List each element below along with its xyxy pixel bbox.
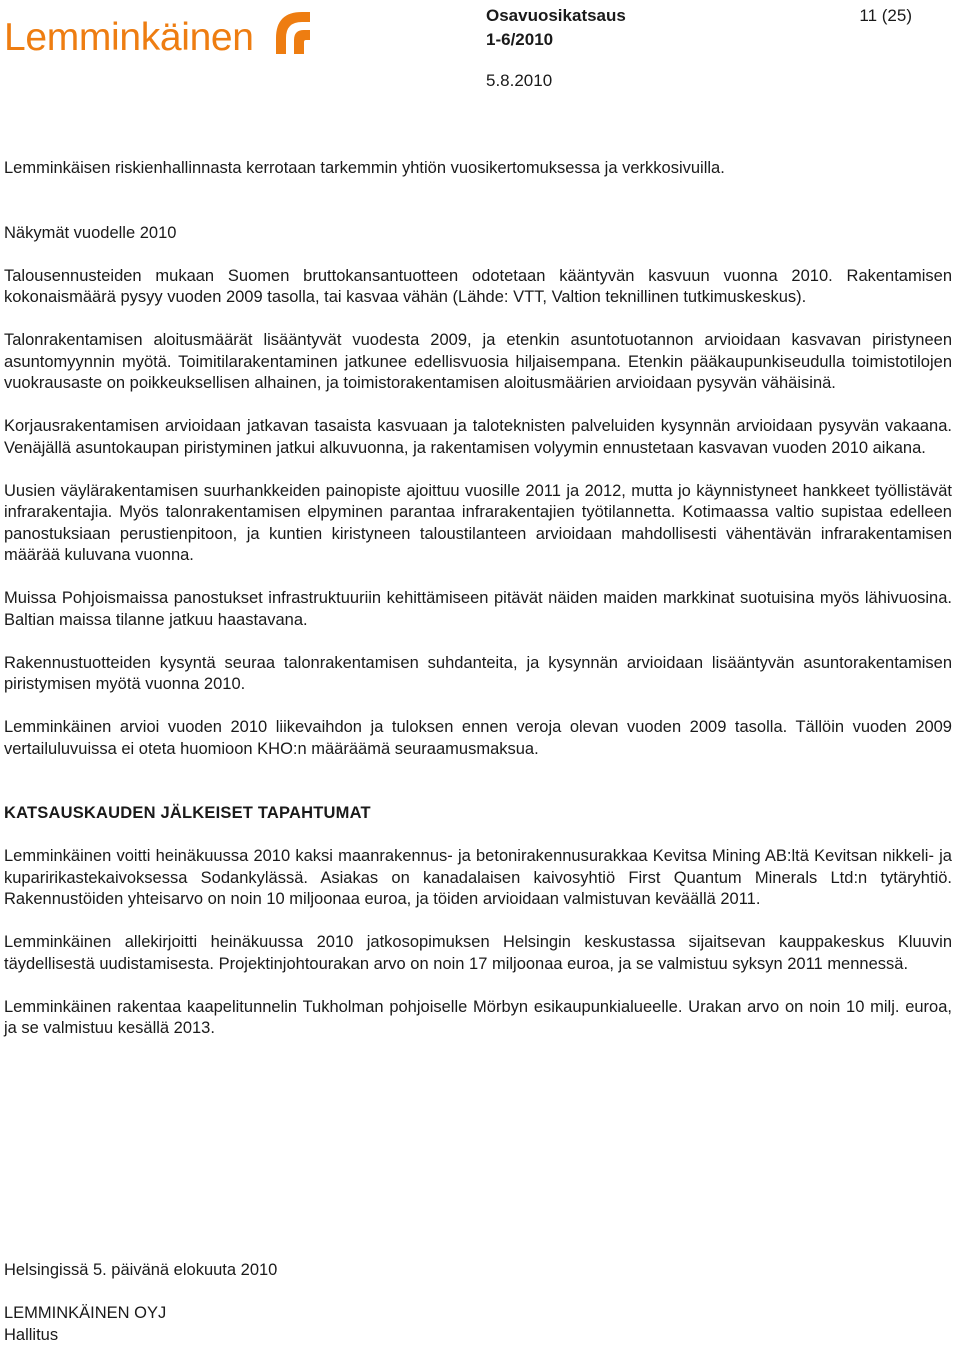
events-paragraph-3: Lemminkäinen rakentaa kaapelitunnelin Tukholman pohjoiselle Mörbyn esikaupunkialueelle. Urakan arvo on noin 10 milj. euroa, ja se valmistuu kesällä 2013.: [4, 997, 952, 1040]
lemminkainen-logo: [4, 6, 316, 58]
logo-mark: [276, 12, 310, 54]
events-paragraph-2: Lemminkäinen allekirjoitti heinäkuussa 2010 jatkosopimuksen Helsingin keskustassa sijaitsevan kauppakeskus Kluuvin täydellisestä uudistamisesta. Projektinjohtourakan arvo on noin 17 miljoonaa euroa, ja se valmistuu syksyn 2011 mennessä.: [4, 932, 952, 975]
report-period: 1-6/2010: [486, 30, 553, 50]
events-paragraph-1: Lemminkäinen voitti heinäkuussa 2010 kaksi maanrakennus- ja betonirakennusurakkaa Kevitsa Mining AB:ltä Kevitsan nikkeli- ja kuparirikastekaivoksessa Sodankylässä. Asiakas on kanadalaisen kaivosyhtiö First Quantum Minerals Ltd:n tytäryhtiö. Rakennustöiden yhteisarvo on noin 10 miljoonaa euroa, ja töiden arvioidaan valmistuvan keväällä 2011.: [4, 846, 952, 911]
outlook-paragraph-4: Uusien väylärakentamisen suurhankkeiden painopiste ajoittuu vuosille 2011 ja 2012, mutta jo käynnistyneet hankkeet työllistävät infrarakentajia. Myös talonrakentamisen elpyminen parantaa infrarakentajien työtilannetta. Kotimaassa valtio supistaa edelleen panostuksiaan perustienpitoon, ja kuntien kiristyneen taloustilanteen arvioidaan mahdollisesti vähentävän infrarakentamisen määrää kuluvana vuonna.: [4, 481, 952, 567]
outlook-paragraph-1: Talousennusteiden mukaan Suomen bruttokansantuotteen odotetaan kääntyvän kasvuun vuonna 2010. Rakentamisen kokonaismäärä pysyy vuoden 2009 tasolla, tai kasvaa vähän (Lähde: VTT, Valtion teknillinen tutkimuskeskus).: [4, 266, 952, 309]
signoff-company: LEMMINKÄINEN OYJ: [4, 1303, 277, 1325]
outlook-paragraph-6: Rakennustuotteiden kysyntä seuraa talonrakentamisen suhdanteita, ja kysynnän arvioidaan lisääntyvän asuntorakentamisen piristymisen myötä vuonna 2010.: [4, 653, 952, 696]
outlook-heading: Näkymät vuodelle 2010: [4, 223, 952, 245]
events-heading: KATSAUSKAUDEN JÄLKEISET TAPAHTUMAT: [4, 803, 952, 825]
page-number: 11 (25): [859, 6, 912, 26]
signoff: [4, 1260, 277, 1346]
risk-paragraph: Lemminkäisen riskienhallinnasta kerrotaan tarkemmin yhtiön vuosikertomuksessa ja verkkosivuilla.: [4, 158, 952, 180]
report-body: [4, 158, 952, 1061]
report-title: Osavuosikatsaus: [486, 6, 626, 26]
signoff-board: Hallitus: [4, 1325, 277, 1346]
signoff-place-date: Helsingissä 5. päivänä elokuuta 2010: [4, 1260, 277, 1282]
outlook-paragraph-5: Muissa Pohjoismaissa panostukset infrastruktuuriin kehittämiseen pitävät näiden maiden markkinat suotuisina myös lähivuosina. Baltian maissa tilanne jatkuu haastavana.: [4, 588, 952, 631]
logo-text: Lemminkäinen: [4, 16, 254, 58]
outlook-paragraph-7: Lemminkäinen arvioi vuoden 2010 liikevaihdon ja tuloksen ennen veroja olevan vuoden 2009 tasolla. Tällöin vuoden 2009 vertailuluvuissa ei oteta huomioon KHO:n määräämä seuraamusmaksua.: [4, 717, 952, 760]
outlook-paragraph-3: Korjausrakentamisen arvioidaan jatkavan tasaista kasvuaan ja taloteknisten palveluiden kysynnän arvioidaan pysyvän vakaana. Venäjällä asuntokaupan piristyminen jatkui alkuvuonna, ja rakentamisen volyymin ennustetaan kasvavan vuoden 2010 aikana.: [4, 416, 952, 459]
report-date: 5.8.2010: [486, 71, 552, 91]
outlook-paragraph-2: Talonrakentamisen aloitusmäärät lisääntyvät vuodesta 2009, ja etenkin asuntotuotannon arvioidaan kasvavan piristyneen asuntomyynnin myötä. Toimitilarakentaminen jatkunee edellisvuosia hiljaisempana. Etenkin pääkaupunkiseudulla toimistotilojen vuokrausaste on poikkeuksellisen alhainen, ja toimistorakentamisen aloitusmäärien arvioidaan pysyvän vähäisinä.: [4, 330, 952, 395]
